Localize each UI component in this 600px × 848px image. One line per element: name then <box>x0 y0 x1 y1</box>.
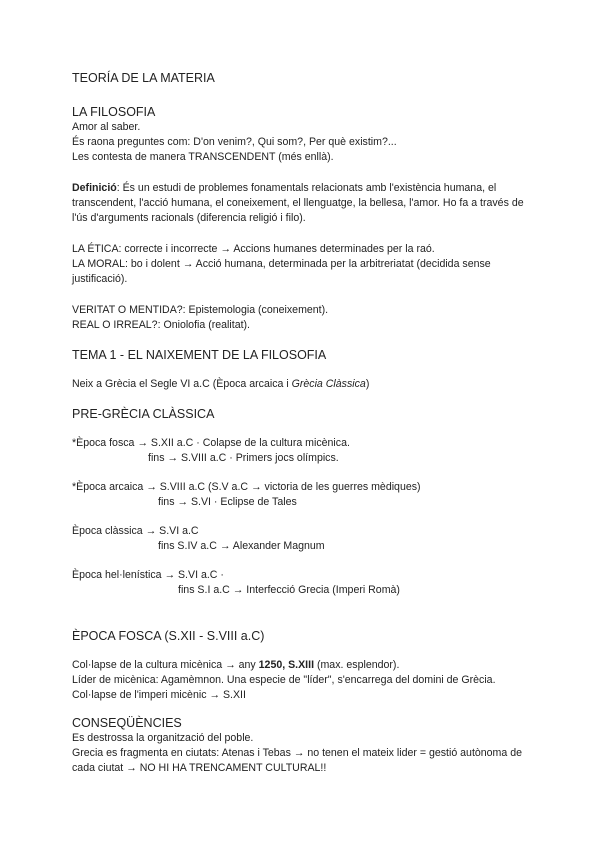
tema1-line <box>72 377 532 392</box>
epoca-fosca-fins: fins → S.VIII a.C · Primers jocs olímpics. <box>148 452 339 464</box>
filosofia-line: Amor al saber. <box>72 121 141 133</box>
filosofia-line: Les contesta de manera TRANSCENDENT (més enllà). <box>72 151 334 163</box>
consequencies-line: Grecia es fragmenta en ciutats: Atenas i Tebas → no tenen el mateix lider = gestió autònoma de cada ciutat → NO HI HA TRENCAMENT CULTURAL!! <box>72 747 523 774</box>
epoca-arcaica-block <box>72 480 532 510</box>
section-heading-pregrecia: PRE-GRÈCIA CLÀSSICA <box>72 407 215 421</box>
epoca-classica-block <box>72 524 532 554</box>
epoca-hellenistica-fins: fins S.I a.C → Interfecció Grecia (Imperi Romà) <box>178 584 400 596</box>
section-heading-fosca: ÈPOCA FOSCA (S.XII - S.VIII a.C) <box>72 629 265 643</box>
moral-line: LA MORAL: bo i dolent → Acció humana, determinada per la arbitreriatat (decidida sense justificació). <box>72 258 491 285</box>
epoca-fosca-block <box>72 436 532 466</box>
consequencies-line: Es destrossa la organització del poble. <box>72 732 254 744</box>
epoca-hellenistica-block <box>72 568 532 598</box>
epoca-hellenistica-line: Època hel·lenística → S.VI a.C · <box>72 569 224 581</box>
definicio-text: : És un estudi de problemes fonamentals relacionats amb l'existència humana, el transcendent, l'acció humana, el coneixement, el llenguatge, la bellesa, l'amor. Ho fa a través de l'ús d'arguments racionals (diferencia religió i filo). <box>72 182 524 224</box>
fosca-block <box>72 658 532 703</box>
fosca-text: Col·lapse de la cultura micènica → any <box>72 659 259 671</box>
definicio-paragraph <box>72 181 532 226</box>
veritat-block <box>72 303 532 333</box>
epoca-arcaica-line: *Època arcaica → S.VIII a.C (S.V a.C → victoria de les guerres mèdiques) <box>72 481 421 493</box>
tema1-italic: Grècia Clàssica <box>291 378 366 390</box>
section-heading-consequencies: CONSEQÜÈNCIES <box>72 716 182 730</box>
epoca-fosca-line: *Època fosca → S.XII a.C · Colapse de la cultura micènica. <box>72 437 350 449</box>
fosca-line: Líder de micènica: Agamèmnon. Una especie de "líder", s'encarrega del domini de Grècia. <box>72 674 496 686</box>
veritat-line: VERITAT O MENTIDA?: Epistemologia (coneixement). <box>72 304 329 316</box>
fosca-bold: 1250, S.XIII <box>258 659 315 671</box>
filosofia-block <box>72 120 532 165</box>
document-title: TEORÍA DE LA MATERIA <box>72 71 215 85</box>
epoca-classica-line: Època clàssica → S.VI a.C <box>72 525 199 537</box>
document-page <box>72 70 532 776</box>
definicio-label: Definició <box>72 182 117 194</box>
section-heading-tema1: TEMA 1 - EL NAIXEMENT DE LA FILOSOFIA <box>72 348 327 362</box>
section-heading-filosofia: LA FILOSOFIA <box>72 105 156 119</box>
real-line: REAL O IRREAL?: Oniolofia (realitat). <box>72 319 251 331</box>
tema1-text-end: ) <box>365 378 370 390</box>
tema1-text: Neix a Grècia el Segle VI a.C (Època arcaica i <box>72 378 292 390</box>
consequencies-block <box>72 731 532 776</box>
epoca-arcaica-fins: fins → S.VI · Eclipse de Tales <box>158 496 297 508</box>
etica-line: LA ÉTICA: correcte i incorrecte → Accions humanes determinades per la raó. <box>72 243 435 255</box>
fosca-line: Col·lapse de l'imperi micènic → S.XII <box>72 689 246 701</box>
etica-block <box>72 242 532 287</box>
fosca-line <box>72 658 532 673</box>
fosca-text-end: (max. esplendor). <box>314 659 400 671</box>
epoca-classica-fins: fins S.IV a.C → Alexander Magnum <box>158 540 325 552</box>
filosofia-line: És raona preguntes com: D'on venim?, Qui som?, Per què existim?... <box>72 136 397 148</box>
